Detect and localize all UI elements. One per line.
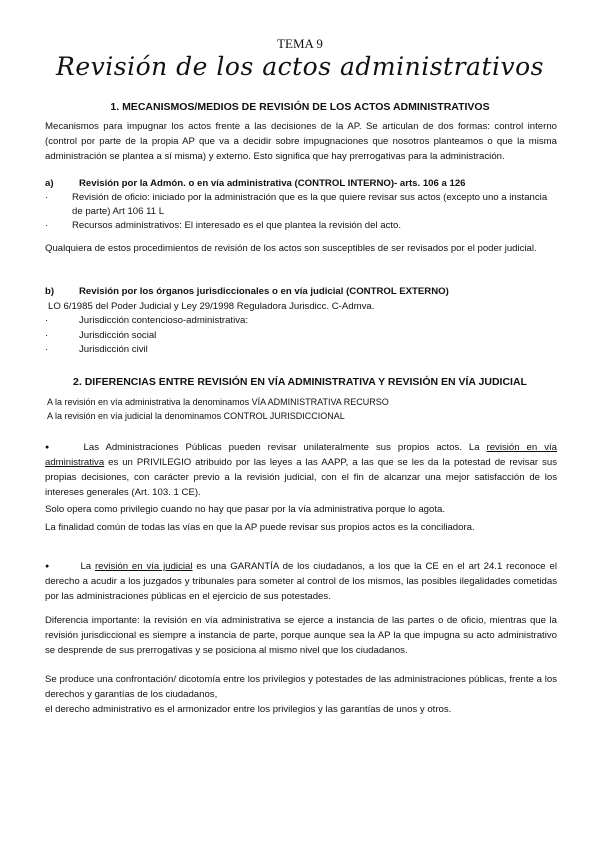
paragraph-purpose: La finalidad común de todas las vías en que la AP puede revisar sus propios actos es la conciliadora. bbox=[45, 522, 475, 533]
subsection-a-note: Qualquiera de estos procedimientos de revisión de los actos son susceptibles de ser revisados por el poder judicial. bbox=[45, 243, 537, 254]
subsection-a-label: a) bbox=[45, 178, 54, 189]
underlined-term: revisión en vía administrativa bbox=[45, 442, 557, 469]
section-2-line-1: A la revisión en vía administrativa la denominamos VÍA ADMINISTRATIVA RECURSO bbox=[47, 397, 389, 407]
section-1-intro: Mecanismos para impugnar los actos frente a las decisiones de la AP. Se articulan de dos formas: control interno (control por parte de la propia AP que va a decidir sobre impugnaciones que nosotros planteamos o que la misma administración se plantea a sí misma) y externo. Esto significa que hay prerrogativas para la administración. bbox=[45, 121, 557, 162]
section-2-line-2: A la revisión en vía judicial la denominamos CONTROL JURISDICCIONAL bbox=[47, 411, 345, 421]
bullet-icon: ● bbox=[45, 444, 54, 451]
list-item bbox=[45, 191, 557, 219]
topic-number: TEMA 9 bbox=[277, 36, 323, 51]
list-item-text: Jurisdicción civil bbox=[79, 344, 148, 355]
list-item-text: Revisión de oficio: iniciado por la administración que es la que quiere revisar sus actos (excepto uno a instancia de parte) Art 106 11 L bbox=[72, 192, 548, 217]
list-item bbox=[45, 219, 557, 233]
list-item bbox=[45, 314, 557, 328]
bullet-icon: · bbox=[45, 315, 49, 326]
list-item-text: Jurisdicción social bbox=[79, 330, 157, 341]
subsection-a-title: Revisión por la Admón. o en vía administrativa (CONTROL INTERNO)- arts. 106 a 126 bbox=[79, 178, 466, 189]
subsection-b-heading bbox=[45, 284, 557, 299]
section-2-heading: 2. DIFERENCIAS ENTRE REVISIÓN EN VÍA ADMINISTRATIVA Y REVISIÓN EN VÍA JUDICIAL bbox=[73, 376, 527, 388]
section-1-heading: 1. MECANISMOS/MEDIOS DE REVISIÓN DE LOS ACTOS ADMINISTRATIVOS bbox=[110, 101, 490, 113]
page-title: Revisión de los actos administrativos bbox=[56, 52, 544, 81]
bullet-icon: ● bbox=[45, 563, 51, 570]
list-item bbox=[45, 343, 557, 357]
subsection-b-title: Revisión por los órganos jurisdiccionales o en vía judicial (CONTROL EXTERNO) bbox=[79, 286, 449, 297]
subsection-b-law: LO 6/1985 del Poder Judicial y Ley 29/1998 Reguladora Jurisdicc. C-Admva. bbox=[48, 301, 375, 312]
bullet-icon: · bbox=[45, 344, 49, 355]
paragraph-privilege: Solo opera como privilegio cuando no hay que pasar por la vía administrativa porque lo agota. bbox=[45, 504, 445, 515]
paragraph-important-difference: Diferencia importante: la revisión en vía administrativa se ejerce a instancia de las partes o de oficio, mientras que la revisión jurisdiccional es siempre a instancia de parte, porque aunque sea la AP la que impugna su acto administrativo se desprende de sus prerrogativas y se posiciona al mismo nivel que los ciudadanos. bbox=[45, 615, 557, 656]
bullet-icon: · bbox=[45, 220, 49, 231]
bullet-icon: · bbox=[45, 330, 49, 341]
bullet-icon: · bbox=[45, 192, 49, 203]
list-item-text: Jurisdicción contencioso-administrativa: bbox=[79, 315, 249, 326]
paragraph-harmonizer: el derecho administrativo es el armonizador entre los privilegios y las garantías de unos y otros. bbox=[45, 704, 452, 715]
paragraph-confrontation: Se produce una confrontación/ dicotomía entre los privilegios y potestades de las administraciones públicas, frente a los derechos y garantías de los ciudadanos, bbox=[45, 674, 557, 700]
list-item bbox=[45, 329, 557, 343]
subsection-b-label: b) bbox=[45, 286, 55, 297]
paragraph-administrative-review: ● Las Administraciones Públicas pueden revisar unilateralmente sus propios actos. La revisión en vía administrativa es un PRIVILEGIO atribuido por las leyes a las AAPP, a las que se les da la potestad de revisar sus propias decisiones, con carácter previo a la revisión judicial, con el fin de alcanzar una mejor satisfacción de los intereses generales (Art. 103. 1 CE). bbox=[45, 442, 557, 499]
paragraph-judicial-review: ● La revisión en vía judicial es una GARANTÍA de los ciudadanos, a los que la CE en el art 24.1 reconoce el derecho a acudir a los juzgados y tribunales para someter al control de los mismos, las posibles ilegalidades cometidas por las administraciones públicas en el ejercicio de sus potestades. bbox=[45, 561, 557, 603]
underlined-term: revisión en vía judicial bbox=[94, 561, 193, 573]
subsection-a-heading bbox=[45, 176, 557, 191]
list-item-text: Recursos administrativos: El interesado es el que plantea la revisión del acto. bbox=[72, 220, 402, 231]
